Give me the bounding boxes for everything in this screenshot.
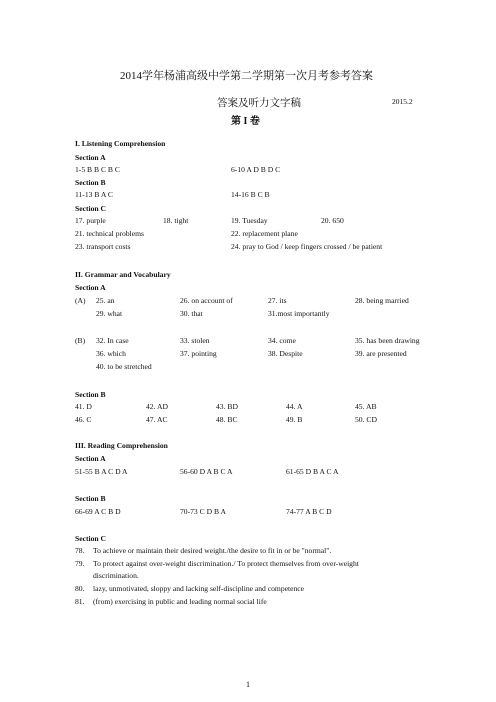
answer-item: 36. which <box>96 349 126 358</box>
answer-item: 24. pray to God / keep fingers crossed / be patient <box>231 242 383 251</box>
document-subtitle: 答案及听力文字稿 <box>217 98 301 109</box>
answer-item: 40. to be stretched <box>96 362 152 371</box>
answer-item: 45. AB <box>355 402 377 411</box>
answer-group: 51-55 B A C D A <box>75 467 128 476</box>
question-number: 79. <box>75 559 85 568</box>
page-number: 1 <box>246 680 250 689</box>
answer-item: 38. Despite <box>268 349 303 358</box>
reading-section-c-label: Section C <box>75 534 107 543</box>
reading-section-b-label: Section B <box>75 494 106 503</box>
question-number: 81. <box>75 597 85 606</box>
answer-group: 14-16 B C B <box>231 190 270 199</box>
answer-text: (from) exercising in public and leading normal social life <box>93 597 267 606</box>
answer-item: 41. D <box>75 402 92 411</box>
answer-item: 33. stolen <box>180 336 210 345</box>
answer-item: 43. BD <box>216 402 238 411</box>
answer-item: 35. has been drawing <box>355 336 420 345</box>
answer-item: 25. an <box>96 296 115 305</box>
answer-item: 22. replacement plane <box>231 229 298 238</box>
part-heading: 第 I 卷 <box>231 116 260 127</box>
answer-group: 61-65 D B A C A <box>286 467 339 476</box>
answer-group: 6-10 A D B D C <box>231 165 281 174</box>
document-title: 2014学年杨浦高级中学第二学期第一次月考参考答案 <box>120 70 373 82</box>
answer-item: 28. being married <box>355 296 409 305</box>
answer-group: 56-60 D A B C A <box>180 467 233 476</box>
answer-text: To achieve or maintain their desired weight./the desire to fit in or be "normal". <box>93 546 332 555</box>
answer-item: 23. transport costs <box>75 242 131 251</box>
answer-item: 34. come <box>268 336 296 345</box>
answer-item: 20. 650 <box>321 216 344 225</box>
answer-item: 30. that <box>180 309 203 318</box>
answer-item: 48. BC <box>216 415 238 424</box>
group-tag: (A) <box>75 296 86 305</box>
answer-item: 46. C <box>75 415 92 424</box>
answer-group: 1-5 B B C B C <box>75 165 120 174</box>
answer-text: lazy, unmotivated, sloppy and lacking self-discipline and competence <box>93 584 305 593</box>
reading-heading: III. Reading Comprehension <box>75 441 168 450</box>
listening-section-a-label: Section A <box>75 153 106 162</box>
answer-item: 21. technical problems <box>75 229 144 238</box>
answer-group: 11-13 B A C <box>75 190 113 199</box>
answer-group: 66-69 A C B D <box>75 507 121 516</box>
listening-section-b-label: Section B <box>75 178 106 187</box>
answer-group: 74-77 A B C D <box>286 507 332 516</box>
answer-item: 42. AD <box>146 402 168 411</box>
answer-item: 39. are presented <box>355 349 407 358</box>
answer-item: 37. pointing <box>180 349 217 358</box>
question-number: 78. <box>75 546 85 555</box>
grammar-heading: II. Grammar and Vocabulary <box>75 270 171 279</box>
reading-section-a-label: Section A <box>75 454 106 463</box>
question-number: 80. <box>75 584 85 593</box>
answer-item: 50. CD <box>355 415 377 424</box>
answer-item: 49. B <box>286 415 303 424</box>
answer-item: 32. In case <box>96 336 129 345</box>
answer-item: 26. on account of <box>180 296 233 305</box>
answer-item: 17. purple <box>75 216 106 225</box>
grammar-section-a-label: Section A <box>75 283 106 292</box>
answer-item: 31.most importantly <box>268 309 330 318</box>
answer-item: 18. tight <box>163 216 189 225</box>
document-date: 2015.2 <box>392 97 413 106</box>
answer-text: discrimination. <box>93 571 139 580</box>
listening-heading: I. Listening Comprehension <box>75 139 166 148</box>
answer-item: 27. its <box>268 296 287 305</box>
answer-text: To protect against over-weight discrimination./ To protect themselves from over-weight <box>93 559 359 568</box>
grammar-section-b-label: Section B <box>75 390 106 399</box>
answer-item: 29. what <box>96 309 123 318</box>
group-tag: (B) <box>75 336 86 345</box>
answer-item: 47. AC <box>146 415 168 424</box>
listening-section-c-label: Section C <box>75 204 107 213</box>
answer-item: 19. Tuesday <box>231 216 268 225</box>
answer-item: 44. A <box>286 402 303 411</box>
answer-group: 70-73 C D B A <box>180 507 226 516</box>
